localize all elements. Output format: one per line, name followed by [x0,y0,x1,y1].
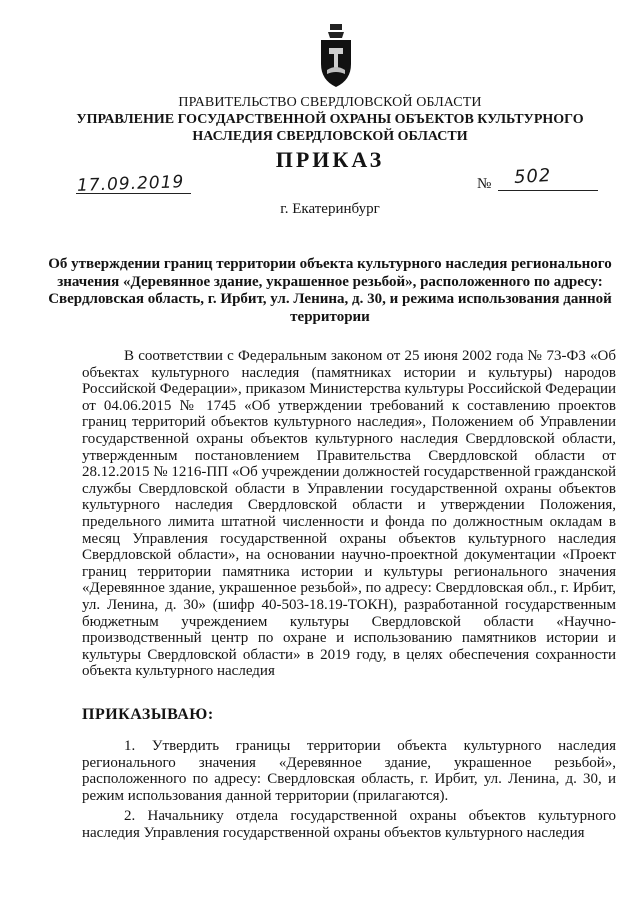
order-item-1: 1. Утвердить границы территории объекта культурного наследия регионального значения «Деревянное здание, украшенное резьбой», расположенного по адресу: Свердловская область, г. Ирбит, ул. Ленина, д. 30, и режим использования данной территории (прилагаются). [82,738,616,804]
preamble-block [82,348,616,680]
number-underline [498,190,598,191]
preamble-paragraph: В соответствии с Федеральным законом от 25 июня 2002 года № 73-ФЗ «Об объектах культурного наследия (памятниках истории и культуры) народов Российской Федерации», приказом Министерства культуры Российской Федерации от 04.06.2015 № 1745 «Об утверждении требований к составлению проектов границ территорий объектов культурного наследия», Положением об Управлении государственной охраны объектов культурного наследия Свердловской области, утвержденным постановлением Правительства Свердловской области от 28.12.2015 № 1216-ПП «Об учреждении должностей государственной гражданской службы Свердловской области в Управлении государственной охраны объектов культурного наследия Свердловской области и утверждении Положения, предельного лимита штатной численности и фонда по должностным окладам в месяц Управления государственной охраны объектов культурного наследия Свердловской области», на основании научно-проектной документации «Проект границ территории памятника истории и культуры регионального значения «Деревянное здание, украшенное резьбой», по адресу: Свердловская обл., г. Ирбит, ул. Ленина, д. 30» (шифр 40-503-18.19-ТОКН), разработанной государственным бюджетным учреждением культуры Свердловской области «Научно-производственный центр по охране и использованию памятников истории и культуры Свердловской области» в 2019 году, в целях обеспечения сохранности объекта культурного наследия [82,348,616,680]
date-underline [76,193,191,194]
handwritten-number: 502 [513,165,552,188]
order-heading: ПРИКАЗЫВАЮ: [82,706,214,723]
number-label: № [477,176,492,192]
order-item-2: 2. Начальнику отдела государственной охраны объектов культурного наследия Управления государственной охраны объектов культурного наследия [82,808,616,841]
government-name: ПРАВИТЕЛЬСТВО СВЕРДЛОВСКОЙ ОБЛАСТИ [178,95,482,110]
document-type-title: ПРИКАЗ [275,147,385,172]
department-name: УПРАВЛЕНИЕ ГОСУДАРСТВЕННОЙ ОХРАНЫ ОБЪЕКТОВ КУЛЬТУРНОГО НАСЛЕДИЯ СВЕРДЛОВСКОЙ ОБЛАСТИ [76,112,584,144]
order-item-1-block [82,738,616,804]
city-name: г. Екатеринбург [280,201,380,217]
order-subject: Об утверждении границ территории объекта культурного наследия регионального значения «Деревянное здание, украшенное резьбой», расположенного по адресу: Свердловская область, г. Ирбит, ул. Ленина, д. 30, и режима использования данной территории [48,256,612,325]
order-item-2-block [82,808,616,841]
coat-of-arms-icon [318,24,354,88]
handwritten-date: 17.09.2019 [76,172,185,196]
